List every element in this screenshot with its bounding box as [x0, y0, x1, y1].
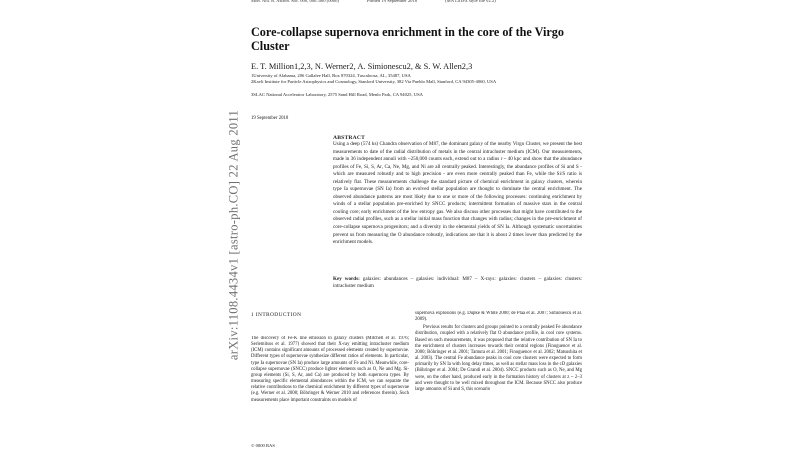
right-column-text [415, 311, 582, 393]
abstract-heading: ABSTRACT [333, 135, 366, 141]
keywords-text: galaxies: abundances – galaxies: individual: M87 – X-rays: galaxies: clusters – galaxies: clusters: intracluster medium [333, 276, 582, 290]
keywords [333, 276, 582, 291]
right-paragraph-1: supernova explosions (e.g. Dupke & White 2000; de Plaa et al. 2007; Simionescu et al. 2009). [415, 311, 582, 323]
paper-title: Core-collapse supernova enrichment in the core of the Virgo Cluster [251, 25, 564, 53]
paper-date: 19 September 2018 [251, 116, 289, 121]
section-heading-introduction: 1 INTRODUCTION [251, 312, 302, 318]
affiliation-2: 2Kavli Institute for Particle Astrophysics and Cosmology, Stanford University, 382 Via Pueblo Mall, Stanford, CA 94305-4060, USA [251, 79, 497, 84]
printed-date: Printed 19 September 2018 [366, 0, 418, 3]
author-list: E. T. Million1,2,3, N. Werner2, A. Simionescu2, & S. W. Allen2,3 [251, 62, 473, 71]
right-paragraph-2: Previous results for clusters and groups pointed to a centrally peaked Fe abundance distribution, coupled with a relatively flat O abundance profile, in cool core systems. Based on such measurements, it was proposed that the relative contribution of SN Ia to the enrichment of clusters increases towards their central regions (Finoguenov et al. 2000; Böhringer et al. 2001; Tamura et al. 2001; Finoguenov et al. 2002; Matsushita et al. 2003). The central Fe abundance peaks in cool core clusters were expected to form primarily by SN Ia with long delay times, as well as stellar mass loss in the cD galaxies (Böhringer et al. 2004; De Grandi et al. 2004). SNCC products such as O, Ne, and Mg were, on the other hand, produced early in the formation history of clusters at z ~ 2–3 and were thought to be well mixed throughout the ICM. Because SNCC also produce large amounts of Si and S, this scenario [415, 325, 582, 392]
abstract-text: Using a deep (574 ks) Chandra observation of M87, the dominant galaxy of the nearby Virgo Cluster, we present the best measurements to date of the radial distribution of metals in the central intracluster medium (ICM). Our measurements, made in 36 independent annuli with ~250,000 counts each, extend out to a radius r ~ 40 kpc and show that the abundance profiles of Fe, Si, S, Ar, Ca, Ne, Mg, and Ni are all centrally peaked. Interestingly, the abundance profiles of Si and S - which are measured robustly and to high precision - are even more centrally peaked than Fe, while the Si/S ratio is relatively flat. These measurements challenge the standard picture of chemical enrichment in galaxy clusters, wherein type Ia supernovae (SN Ia) from an evolved stellar population are thought to dominate the central enrichment. The observed abundance patterns are most likely due to one or more of the following processes: continuing enrichment by winds of a stellar population pre-enriched by SNCC products; intermittent formation of massive stars in the central cooling core; early enrichment of the low entropy gas. We also discuss other processes that might have contributed to the observed radial profiles, such as a stellar initial mass function that changes with radius; changes in the pre-enrichment of core-collapse supernova progenitors; and a diversity in the elemental yields of SN Ia. Although systematic uncertainties prevent us from measuring the O abundance robustly, indications are that it is about 2 times lower than predicted by the enrichment models. [333, 141, 582, 246]
intro-paragraph: The discovery of Fe-K line emission in galaxy clusters (Mitchell et al. 1976; Serlemitsos et al. 1977) showed that their X-ray emitting intracluster medium (ICM) contains significant amounts of processed elements created by supernovae. Different types of supernovae synthesize different ratios of elements. In particular, type Ia supernovae (SN Ia) produce large amounts of Fe and Ni. Meanwhile, core-collapse supernovae (SNCC) produce lighter elements such as O, Ne and Mg. Si-group elements (Si, S, Ar, and Ca) are produced by both supernova types. By measuring specific elemental abundances within the ICM, we can separate the relative contributions to the chemical enrichment by different types of supernovae (e.g. Werner et al. 2008; Böhringer & Werner 2010 and references therein). Such measurements place important constraints on models of [251, 336, 409, 403]
keywords-label: Key words: [333, 276, 360, 282]
arxiv-stamp: arXiv:1108.4434v1 [astro-ph.CO] 22 Aug 2011 [226, 109, 241, 361]
left-column-text [251, 336, 409, 404]
style-file-note: (MN LaTeX style file v2.2) [445, 0, 496, 3]
paper-page [215, 0, 585, 450]
copyright-notice: © 0000 RAS [251, 443, 275, 448]
affiliation-1: 1University of Alabama, 206 Gallalee Hall, Box 870324, Tuscaloosa, AL, 35487, USA [251, 73, 411, 78]
running-head [251, 0, 581, 3]
journal-citation: Mon. Not. R. Astron. Soc. 000, 000–000 (0000) [251, 0, 339, 3]
affiliation-3: 3SLAC National Accelerator Laboratory, 2575 Sand Hill Road, Menlo Park, CA 94025, USA [251, 92, 423, 97]
